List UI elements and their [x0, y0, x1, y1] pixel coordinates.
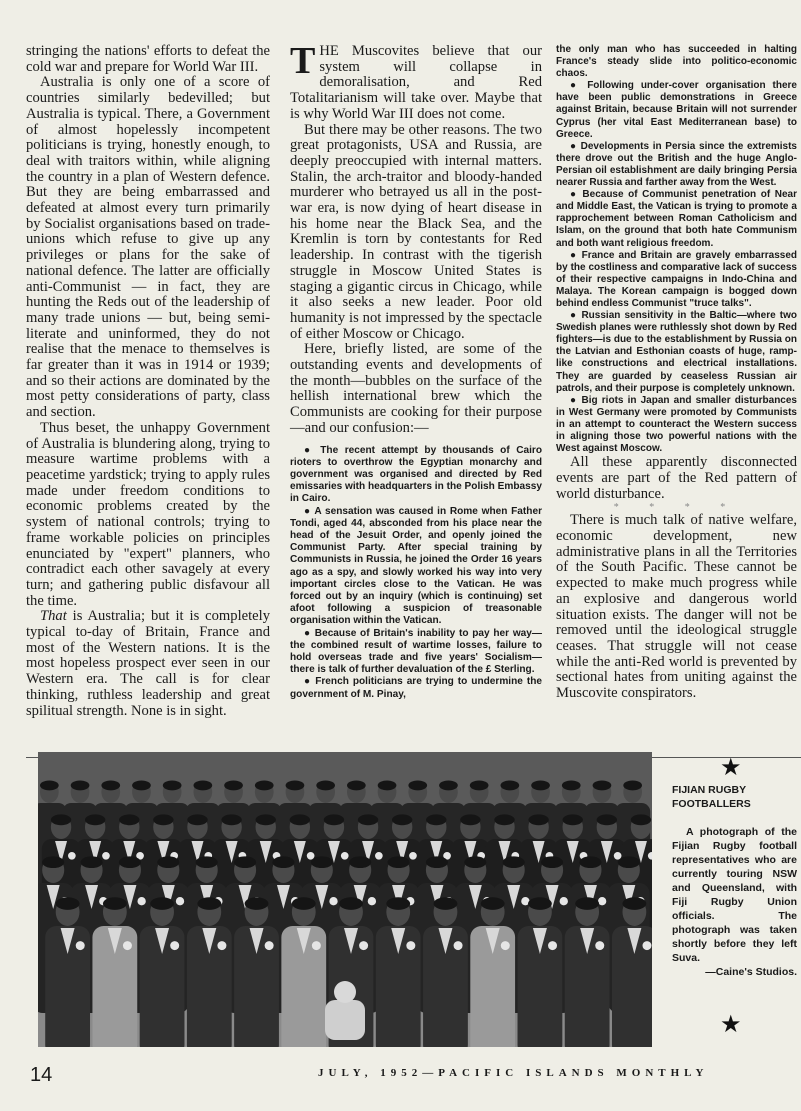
news-bullet: ● French politicians are trying to undermine the government of M. Pinay,	[290, 676, 542, 700]
paragraph: Here, briefly listed, are some of the outstanding events and developments of the month—bubbles on the surface of the hellish international brew which the Communists are cooking for their purpose—and our confusion:—	[290, 341, 542, 436]
news-bullet: ● Because of Britain's inability to pay her way—the combined result of wartime losses, failure to hold overseas trade and five years' Socialism—there is talk of further devaluation of the £ Sterling.	[290, 627, 542, 676]
news-bullet: ● France and Britain are gravely embarrassed by the costliness and comparative lack of success of their respective campaigns in Indo-China and Malaya. The Korean campaign is bogged down behind endless Communist "truce talks".	[556, 249, 797, 309]
caption-title: FIJIAN RUGBY FOOTBALLERS	[672, 784, 751, 810]
paragraph: All these apparently disconnected events are part of the Red pattern of world disturbance.	[556, 454, 797, 502]
paragraph: Australia is only one of a score of countries similarly bedevilled; but Australia is typical. There, a Government of almost hopelessly incompetent politicians is trying, honestly enough, to deal with traitors within, while aligning the country in a plan of Western defence. But they are being embarrassed and defeated at almost every turn primarily by Socialist organisations based on trade-unions which refuse to give up any privileges or plans for the sake of national defence. The latter are officially anti-Communist — in fact, they are hunting the Reds out of the leadership of many trade unions — but, being semi-literate and uninformed, they do not realise that the menace to themselves is far greater than it was in 1914 or 1939; and so their actions are dominated by the most petty considerations of party, class and section.	[26, 74, 270, 421]
news-bullet: ● Following under-cover organisation there have been public demonstrations in Greece against Britain, because Britain will not surrender Cyprus (her vital East Mediterranean base) to Greece.	[556, 80, 797, 140]
paragraph: stringing the nations' efforts to defeat the cold war and prepare for World War III.	[26, 43, 270, 75]
page-number: 14	[30, 1064, 53, 1086]
team-photograph	[38, 752, 652, 1047]
photo-caption	[672, 783, 797, 979]
star-ornament: ★	[720, 1012, 742, 1038]
star-ornament: ★	[720, 755, 742, 781]
news-bullet: ● The recent attempt by thousands of Cairo rioters to overthrow the Egyptian monarchy and government was organised and directed by Red emissaries with headquarters in the Polish Embassy in Cairo.	[290, 444, 542, 505]
caption-body: A photograph of the Fijian Rugby football representatives who are currently touring NSW and Queensland, with Fiji Rugby Union officials. The photograph was taken shortly before they left Suva.	[672, 826, 797, 964]
news-bullet: ● A sensation was caused in Rome when Father Tondi, aged 44, absconded from his place near the head of the Jesuit Order, and openly joined the Communist Party. After special training by Communists in Russia, he joined the Order 16 years ago as a spy, and slowly worked his way into very important circles close to the Vatican. He was forced out by an inquiry (which is continuing) set afoot following a suspicion of treasonable organisation within the Vatican.	[290, 505, 542, 627]
column-middle	[290, 40, 542, 701]
lead-rest: HE Muscovites believe that our system will collapse in demoralisation, and Red Totalitarianism will take over. Maybe that is why World War III does not come.	[290, 43, 542, 122]
paragraph: Thus beset, the unhappy Government of Australia is blundering along, trying to measure wartime problems with a peacetime yardstick; trying to apply rules made under freedom conditions to economic problems created by the system of national controls; trying to frame workable policies on principles enunciated by "expert" planners, who contradict each other savagely at every turn; and gathering public disfavour all the time.	[26, 419, 270, 609]
lead-paragraph	[290, 40, 542, 123]
drop-cap: T	[290, 40, 316, 82]
photo-credit: —Caine's Studios.	[705, 966, 797, 978]
paragraph-rest: is Australia; but it is completely typical to-day of Britain, France and most of the Western nations. It is the most hopeless prospect ever seen in our Western era. The call is for clear thinking, ruthless leadership and great spilitual strength. None is in sight.	[26, 608, 270, 719]
news-bullet: ● Big riots in Japan and smaller disturbances in West Germany were promoted by Communists in an attempt to counteract the Western success in aligning those two powerful nations with the West against Moscow.	[556, 394, 797, 455]
italic-word: That	[40, 608, 67, 625]
news-bullet: the only man who has succeeded in halting France's steady slide into politico-economic chaos.	[556, 44, 797, 80]
column-right	[556, 44, 797, 702]
running-head: JULY, 1952—PACIFIC ISLANDS MONTHLY	[318, 1067, 709, 1079]
paragraph	[26, 609, 270, 719]
column-left	[26, 44, 270, 719]
section-stars: * * * *	[613, 502, 740, 514]
photo-figures	[38, 752, 652, 1047]
news-bullet: ● Russian sensitivity in the Baltic—where two Swedish planes were ruthlessly shot down by Red fighters—is due to the establishment by Russia on the Latvian and Esthonian coasts of huge, ramp-like constructions and electrical installations. They are guarded by ceaseless Russian air patrols, and their purpose is completely unknown.	[556, 310, 797, 394]
paragraph: There is much talk of native welfare, economic development, new administrative plans in all the Territories of the South Pacific. These cannot be expected to make much progress while an explosive and dangerous world situation exists. The danger will not be removed until the ideological struggle ceases. That struggle will not cease while the anti-Red world is prevented by sectional hates from uniting against the Muscovite conspirators.	[556, 512, 797, 702]
news-bullet: ● Because of Communist penetration of Near and Middle East, the Vatican is trying to promote a rapprochement between Roman Catholicism and Islam, on the ground that both hate Communism and both want religious freedom.	[556, 189, 797, 249]
paragraph: But there may be other reasons. The two great protagonists, USA and Russia, are deeply preoccupied with internal matters. Stalin, the arch-traitor and bloody-handed murderer who betrayed us all in the post-war era, is now dying of heart disease in his home near the Black Sea, and the Kremlin is torn by contestants for Red leadership. In contrast with the tigerish struggle in Moscow United States is staging a gigantic circus in Chicago, while it also seeks a new leader. Poor old humanity is not impressed by the spectacle of either Moscow or Chicago.	[290, 121, 542, 342]
news-bullet: ● Developments in Persia since the extremists there drove out the British and the huge Anglo-Persian oil establishment are daily bringing Persia nearer Russia and farther away from the West.	[556, 140, 797, 189]
